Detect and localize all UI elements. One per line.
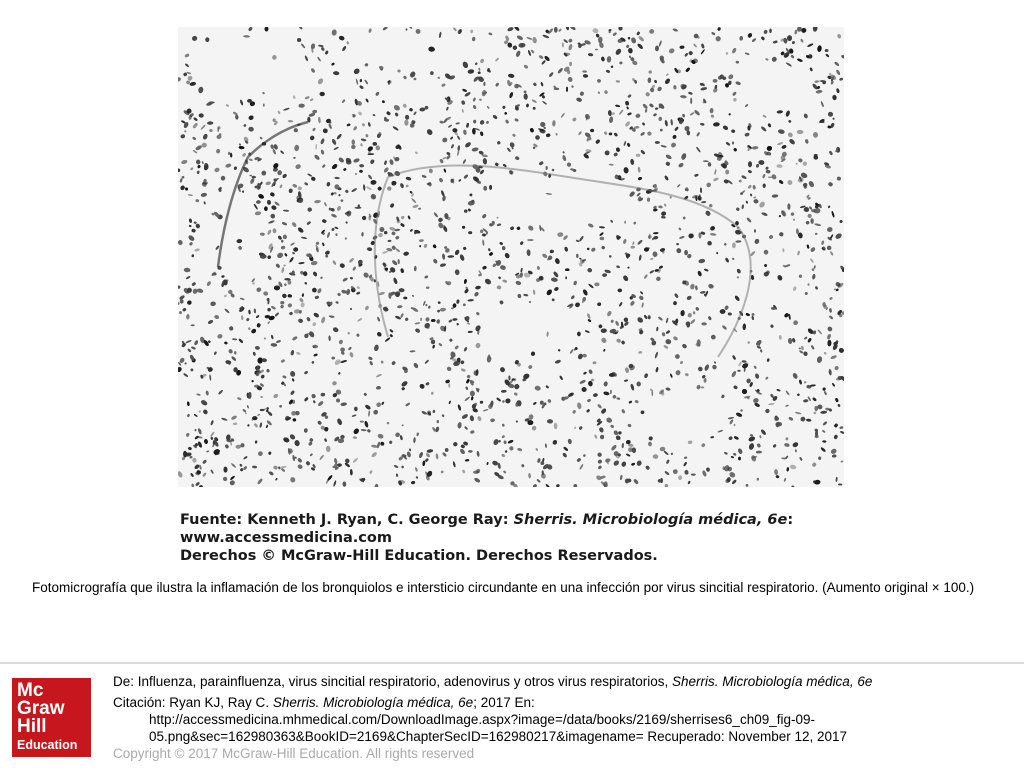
copyright-notice: Copyright © 2017 McGraw-Hill Education. All rights reserved — [113, 746, 475, 761]
logo-word-graw: Graw — [17, 698, 65, 719]
citation-url-line-1: http://accessmedicina.mhmedical.com/DownloadImage.aspx?image=/data/books/2169/sherrises6_ch09_fig-09- — [149, 712, 815, 727]
micrograph-image — [178, 27, 844, 487]
logo-word-mc: Mc — [17, 680, 44, 701]
micrograph-texture — [178, 27, 844, 487]
citation-line: Citación: Ryan KJ, Ray C. Sherris. Microbiología médica, 6e; 2017 En: — [113, 695, 535, 710]
credit-rights: Derechos © McGraw-Hill Education. Derechos Reservados. — [180, 548, 658, 564]
divider — [0, 662, 1024, 664]
logo-word-hill: Hill — [17, 716, 47, 737]
source-line: De: Influenza, parainfluenza, virus sincitial respiratorio, adenovirus y otros virus respiratorios, Sherris. Microbiología médica, 6e — [113, 674, 873, 689]
credit-source: Fuente: Kenneth J. Ryan, C. George Ray: Sherris. Microbiología médica, 6e: — [180, 512, 794, 528]
citation-url-line-2: 05.png&sec=162980363&BookID=2169&ChapterSecID=162980217&imagename= Recuperado: November 12, 2017 — [149, 729, 848, 744]
figure — [178, 27, 844, 562]
logo-word-education: Education — [17, 738, 78, 752]
credit-website: www.accessmedicina.com — [180, 530, 392, 546]
figure-credit — [178, 487, 844, 562]
figure-caption: Fotomicrografía que ilustra la inflamación de los bronquiolos e intersticio circundante en una infección por virus sincitial respiratorio. (Aumento original × 100.) — [32, 580, 975, 595]
mcgraw-hill-logo — [12, 678, 91, 757]
